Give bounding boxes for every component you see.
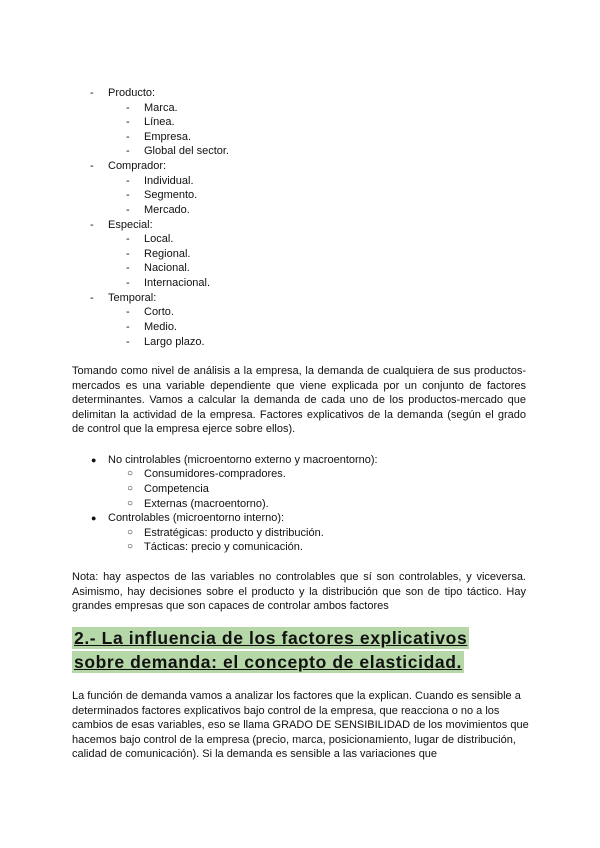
sublist-item: Individual. bbox=[144, 175, 194, 187]
sublist-dash: - bbox=[126, 321, 130, 333]
sublist-item: Global del sector. bbox=[144, 145, 229, 157]
sublist-item: Nacional. bbox=[144, 262, 190, 274]
sublist-dash: - bbox=[126, 131, 130, 143]
list-item-especial: Especial: bbox=[108, 219, 153, 231]
sublist-item: Tácticas: precio y comunicación. bbox=[144, 541, 303, 553]
list-item-no-controlables: No cintrolables (microentorno externo y macroentorno): bbox=[108, 454, 378, 466]
sublist-dash: - bbox=[126, 248, 130, 260]
sublist-dash: - bbox=[126, 189, 130, 201]
circle-bullet-icon: ○ bbox=[127, 468, 134, 479]
sublist-item: Línea. bbox=[144, 116, 175, 128]
sublist-item: Competencia bbox=[144, 483, 209, 495]
sublist-item: Estratégicas: producto y distribución. bbox=[144, 527, 324, 539]
sublist-dash: - bbox=[126, 262, 130, 274]
list-item-comprador: Comprador: bbox=[108, 160, 167, 172]
bullet-icon: ● bbox=[91, 513, 97, 523]
sublist-dash: - bbox=[126, 204, 130, 216]
sublist-item: Largo plazo. bbox=[144, 336, 205, 348]
sublist-item: Regional. bbox=[144, 248, 191, 260]
sublist-item: Consumidores-compradores. bbox=[144, 468, 286, 480]
sublist-dash: - bbox=[126, 145, 130, 157]
sublist-dash: - bbox=[126, 175, 130, 187]
list-dash: - bbox=[90, 87, 94, 99]
section-heading-text: 2.- La influencia de los factores explicativos sobre demanda: el concepto de elasticidad. bbox=[74, 628, 468, 672]
list-item-controlables: Controlables (microentorno interno): bbox=[108, 512, 285, 524]
sublist-dash: - bbox=[126, 336, 130, 348]
circle-bullet-icon: ○ bbox=[127, 483, 134, 494]
section-heading bbox=[72, 626, 492, 674]
sublist-dash: - bbox=[126, 233, 130, 245]
sublist-item: Internacional. bbox=[144, 277, 211, 289]
sublist-dash: - bbox=[126, 102, 130, 114]
sublist-item: Local. bbox=[144, 233, 174, 245]
sublist-item: Mercado. bbox=[144, 204, 190, 216]
list-dash: - bbox=[90, 219, 94, 231]
sublist-item: Empresa. bbox=[144, 131, 192, 143]
list-dash: - bbox=[90, 160, 94, 172]
demand-factors-paragraph: Tomando como nivel de análisis a la empresa, la demanda de cualquiera de sus productos-mercados es una variable dependiente que viene explicada por un conjunto de factores determinantes. Vamos a calcular la demanda de cada uno de los productos-mercado que delimitan la actividad de la empresa. Factores explicativos de la demanda (según el grado de control que la empresa ejerce sobre ellos). bbox=[72, 365, 526, 436]
circle-bullet-icon: ○ bbox=[127, 527, 134, 538]
circle-bullet-icon: ○ bbox=[127, 541, 134, 552]
list-item-producto: Producto: bbox=[108, 87, 156, 99]
sublist-dash: - bbox=[126, 306, 130, 318]
sublist-item: Externas (macroentorno). bbox=[144, 498, 269, 510]
list-item-temporal: Temporal: bbox=[108, 292, 157, 304]
sublist-item: Medio. bbox=[144, 321, 178, 333]
sublist-item: Marca. bbox=[144, 102, 178, 114]
note-paragraph: Nota: hay aspectos de las variables no controlables que sí son controlables, y viceversa. Asimismo, hay decisiones sobre el producto y la distribución que son de tipo táctico. Hay grandes empresas que son capaces de controlar ambos factores bbox=[72, 571, 526, 613]
sublist-dash: - bbox=[126, 277, 130, 289]
sublist-item: Segmento. bbox=[144, 189, 198, 201]
circle-bullet-icon: ○ bbox=[127, 498, 134, 509]
bullet-icon: ● bbox=[91, 455, 97, 465]
sublist-dash: - bbox=[126, 116, 130, 128]
sublist-item: Corto. bbox=[144, 306, 174, 318]
list-dash: - bbox=[90, 292, 94, 304]
demand-function-paragraph: La función de demanda vamos a analizar los factores que la explican. Cuando es sensible a determinados factores explicativos bajo control de la empresa, que reacciona o no a los cambios de esas variables, eso se llama GRADO DE SENSIBILIDAD de los movimientos que hacemos bajo control de la empresa (precio, marca, posicionamiento, lugar de distribución, calidad de comunicación). Si la demanda es sensible a las variaciones que bbox=[72, 690, 529, 761]
